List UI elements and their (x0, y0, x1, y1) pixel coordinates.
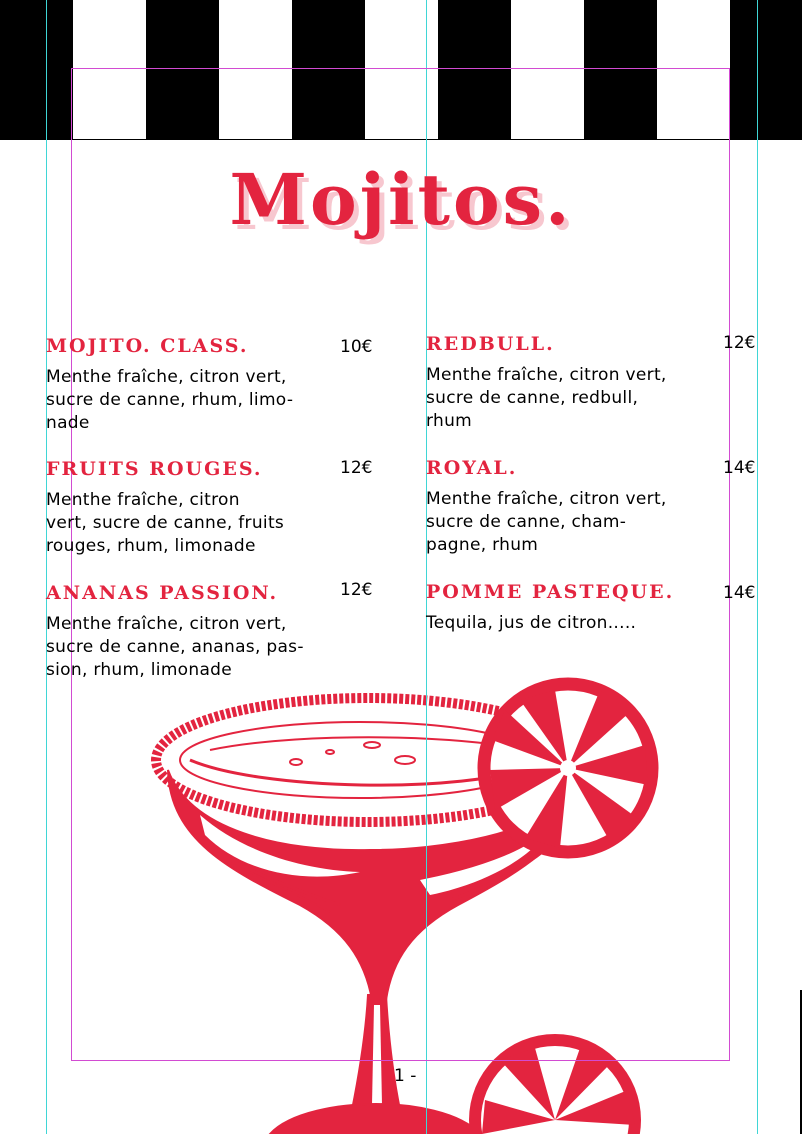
menu-item-price: 12€ (340, 580, 373, 600)
menu-item-description: Tequila, jus de citron..... (426, 613, 637, 633)
menu-item-price: 12€ (340, 458, 373, 478)
menu-item-description: Menthe fraîche, citron vert, sucre de canne, ananas, pas- sion, rhum, limonade (46, 614, 304, 680)
menu-item-name: FRUITS ROUGES. (46, 458, 263, 480)
menu-item-description: Menthe fraîche, citron vert, sucre de canne, redbull, rhum (426, 365, 667, 431)
menu-item-price: 14€ (723, 583, 756, 603)
menu-item-description: Menthe fraîche, citron vert, sucre de canne, fruits rouges, rhum, limonade (46, 490, 285, 556)
menu-item-price: 10€ (340, 337, 373, 357)
menu-item-description: Menthe fraîche, citron vert, sucre de canne, rhum, limo- nade (46, 367, 294, 433)
menu-item-price: 14€ (723, 458, 756, 478)
menu-item-price: 12€ (723, 333, 756, 353)
menu-item-description: Menthe fraîche, citron vert, sucre de canne, cham- pagne, rhum (426, 489, 667, 555)
menu-item-name: ROYAL. (426, 457, 518, 479)
menu-item-name: REDBULL. (426, 333, 555, 355)
menu-item-name: POMME PASTEQUE. (426, 581, 675, 603)
menu-item-name: MOJITO. CLASS. (46, 335, 249, 357)
page-number: 1 - (394, 1066, 417, 1086)
glass-base (270, 1104, 480, 1134)
menu-title: Mojitos. (229, 158, 573, 241)
menu-item-name: ANANAS PASSION. (46, 582, 279, 604)
